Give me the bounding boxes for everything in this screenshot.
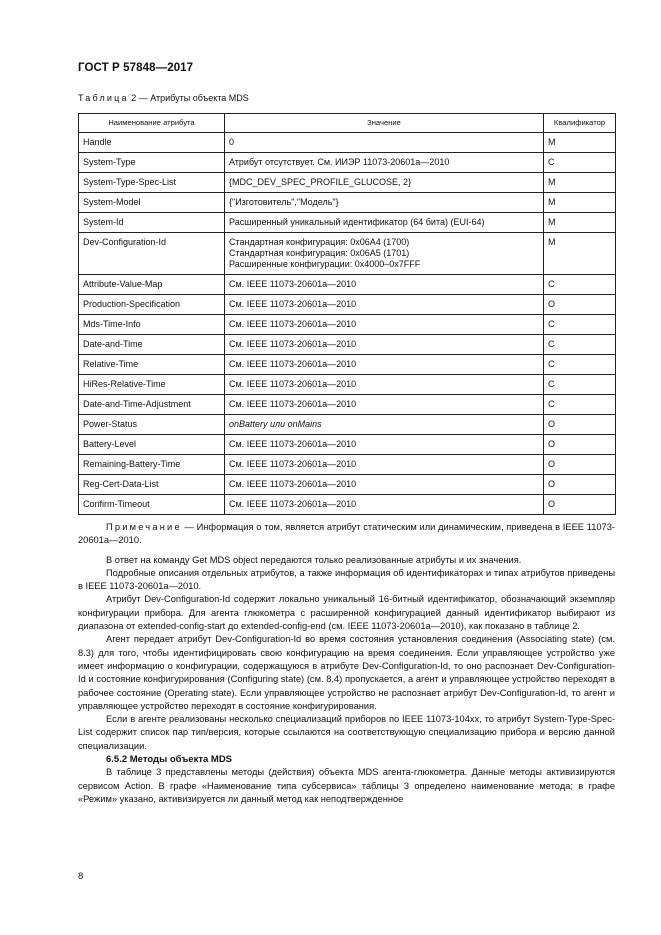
attr-qualifier: M bbox=[544, 213, 616, 233]
attr-value: См. IEEE 11073-20601a—2010 bbox=[225, 315, 544, 335]
table-caption-text: 2 — Атрибуты объекта MDS bbox=[128, 93, 249, 103]
table-row bbox=[79, 395, 616, 415]
table-row bbox=[79, 355, 616, 375]
table-row bbox=[79, 233, 616, 275]
attr-value: {"Изготовитель","Модель"} bbox=[225, 193, 544, 213]
attr-name: Confirm-Timeout bbox=[79, 495, 225, 515]
paragraph: В ответ на команду Get MDS object передаются только реализованные атрибуты и их значения. bbox=[106, 554, 522, 565]
attr-qualifier: M bbox=[544, 133, 616, 153]
attr-value: См. IEEE 11073-20601a—2010 bbox=[225, 435, 544, 455]
attr-qualifier: M bbox=[544, 173, 616, 193]
table-row bbox=[79, 475, 616, 495]
attr-name: Mds-Time-Info bbox=[79, 315, 225, 335]
attr-name: System-Type-Spec-List bbox=[79, 173, 225, 193]
paragraph: Атрибут Dev-Configuration-Id содержит локально уникальный 16-битный идентификатор, обозначающий экземпляр конфигурации прибора. Для агента глюкометра с расширенной конфигурацией данный идентификатор выбирают из диапазона от extended-config-start до extended-config-end (см. IEEE 11073-20601a—2010), как показано в таблице 2. bbox=[78, 594, 615, 632]
attr-name: Attribute-Value-Map bbox=[79, 275, 225, 295]
table-row bbox=[79, 455, 616, 475]
attr-value: См. IEEE 11073-20601a—2010 bbox=[225, 275, 544, 295]
table-row bbox=[79, 415, 616, 435]
table-row bbox=[79, 153, 616, 173]
table-row bbox=[79, 315, 616, 335]
attr-name: Battery-Level bbox=[79, 435, 225, 455]
column-header-value: Значение bbox=[225, 114, 544, 133]
attr-qualifier: C bbox=[544, 355, 616, 375]
attr-name: Remaining-Battery-Time bbox=[79, 455, 225, 475]
attr-qualifier: C bbox=[544, 275, 616, 295]
attr-name: Handle bbox=[79, 133, 225, 153]
attr-name: Power-Status bbox=[79, 415, 225, 435]
attr-value: Расширенный уникальный идентификатор (64 бита) (EUI-64) bbox=[225, 213, 544, 233]
table-row bbox=[79, 213, 616, 233]
attr-name: Date-and-Time-Adjustment bbox=[79, 395, 225, 415]
section-heading: 6.5.2 Методы объекта MDS bbox=[106, 754, 233, 766]
attr-name: Relative-Time bbox=[79, 355, 225, 375]
attr-qualifier: O bbox=[544, 435, 616, 455]
table-header-row bbox=[79, 114, 616, 133]
attr-value: {MDC_DEV_SPEC_PROFILE_GLUCOSE, 2} bbox=[225, 173, 544, 193]
attributes-table bbox=[78, 113, 616, 515]
paragraph: В таблице 3 представлены методы (действия) объекта MDS агента-глюкометра. Данные методы активизируются сервисом Action. В графе «Наименование типа субсервиса» таблицы 3 определено наименование метода; в графе «Режим» указано, активизируется ли данный метод как неподтвержденное bbox=[78, 767, 615, 804]
document-id: ГОСТ Р 57848—2017 bbox=[78, 62, 194, 74]
body-text bbox=[78, 521, 615, 806]
attr-qualifier: M bbox=[544, 193, 616, 213]
attr-name: System-Model bbox=[79, 193, 225, 213]
attr-qualifier: C bbox=[544, 335, 616, 355]
attr-qualifier: O bbox=[544, 475, 616, 495]
attr-name: System-Type bbox=[79, 153, 225, 173]
table-row bbox=[79, 435, 616, 455]
column-header-name: Наименование атрибута bbox=[79, 114, 225, 133]
table-row bbox=[79, 275, 616, 295]
table-row bbox=[79, 133, 616, 153]
attr-name: HiRes-Relative-Time bbox=[79, 375, 225, 395]
attr-value: См. IEEE 11073-20601a—2010 bbox=[225, 375, 544, 395]
paragraph: Подробные описания отдельных атрибутов, а также информация об идентификаторах и типах атрибутов приведены в IEEE 11073-20601a—2010. bbox=[78, 567, 615, 592]
attr-name: Dev-Configuration-Id bbox=[79, 233, 225, 275]
table-row bbox=[79, 295, 616, 315]
table-row bbox=[79, 495, 616, 515]
attr-value: См. IEEE 11073-20601a—2010 bbox=[225, 495, 544, 515]
table-row bbox=[79, 173, 616, 193]
attr-qualifier: O bbox=[544, 415, 616, 435]
attr-name: Reg-Cert-Data-List bbox=[79, 475, 225, 495]
note-label: Примечание bbox=[106, 522, 182, 532]
table-row bbox=[79, 335, 616, 355]
attr-value: См. IEEE 11073-20601a—2010 bbox=[225, 455, 544, 475]
attr-name: Production-Specification bbox=[79, 295, 225, 315]
attr-value-line: Стандартная конфигурация: 0x06A4 (1700) bbox=[229, 237, 410, 247]
attr-value: См. IEEE 11073-20601a—2010 bbox=[225, 355, 544, 375]
page-number: 8 bbox=[78, 871, 84, 882]
table-row bbox=[79, 193, 616, 213]
table-caption-label: Таблица bbox=[78, 93, 129, 103]
attr-qualifier: C bbox=[544, 375, 616, 395]
attr-value bbox=[225, 233, 544, 275]
attr-qualifier: M bbox=[544, 233, 616, 275]
attr-value: 0 bbox=[225, 133, 544, 153]
attr-value: См. IEEE 11073-20601a—2010 bbox=[225, 295, 544, 315]
attr-value-line: Расширенные конфигурации: 0x4000–0x7FFF bbox=[229, 259, 421, 269]
attr-value: См. IEEE 11073-20601a—2010 bbox=[225, 395, 544, 415]
attr-value: Атрибут отсутствует. См. ИИЭР 11073-20601а—2010 bbox=[225, 153, 544, 173]
attr-qualifier: O bbox=[544, 495, 616, 515]
attr-value-line: Стандартная конфигурация: 0x06A5 (1701) bbox=[229, 248, 410, 258]
paragraph: Если в агенте реализованы несколько специализаций приборов по IEEE 11073-104xx, то атрибут System-Type-Spec-List содержит список пар тип/версия, которые ссылаются на соответствующую специализацию прибора и версию данной специализации. bbox=[78, 714, 615, 751]
note-text: — Информация о том, является атрибут статическим или динамическим, приведена в IEEE 11073-20601a—2010. bbox=[78, 522, 615, 546]
table-row bbox=[79, 375, 616, 395]
attr-qualifier: O bbox=[544, 295, 616, 315]
table-caption bbox=[78, 93, 249, 103]
attr-name: System-Id bbox=[79, 213, 225, 233]
attr-value: onBattery или onMains bbox=[225, 415, 544, 435]
column-header-qualifier: Квалификатор bbox=[544, 114, 616, 133]
attr-value: См. IEEE 11073-20601a—2010 bbox=[225, 475, 544, 495]
attr-qualifier: C bbox=[544, 315, 616, 335]
paragraph: Агент передает атрибут Dev-Configuration-Id во время состояния установления соединения (Associating state) (см. 8.3) для того, чтобы идентифицировать свою конфигурацию на время соединения. Если управляющее устройство уже имеет информацию о конфигурации, содержащуюся в атрибуте Dev-Configuration-Id, то оно распознает Dev-Configuration-Id и состояние конфигурирования (Configuring state) (см. 8.4) пропускается, а агент и управляющее устройство переходят в рабочее состояние (Operating state). Если управляющее устройство не распознает атрибут Dev-Configuration-Id, то агент и управляющее устройство переходят в состояние конфигурирования. bbox=[78, 634, 615, 711]
attr-qualifier: C bbox=[544, 153, 616, 173]
table-note bbox=[78, 521, 615, 548]
attr-qualifier: C bbox=[544, 395, 616, 415]
attr-value: См. IEEE 11073-20601a—2010 bbox=[225, 335, 544, 355]
attr-qualifier: O bbox=[544, 455, 616, 475]
attr-name: Date-and-Time bbox=[79, 335, 225, 355]
